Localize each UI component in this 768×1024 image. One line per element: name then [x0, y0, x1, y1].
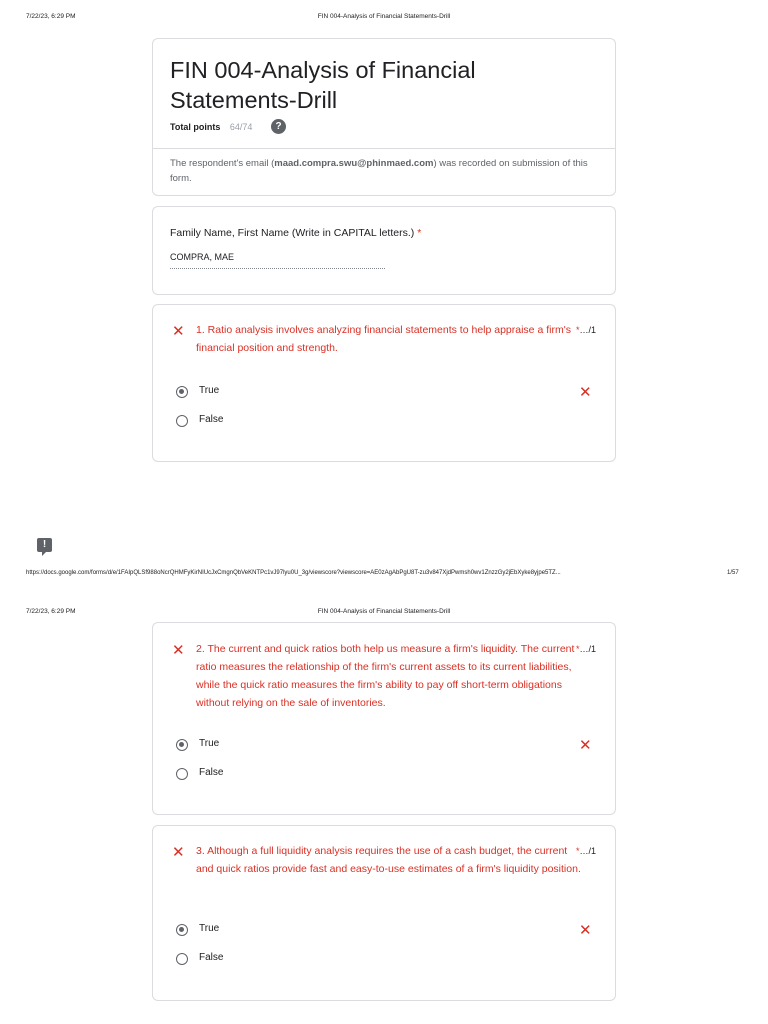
question-points-3: *…/1: [576, 846, 597, 856]
question-text-1: 1. Ratio analysis involves analyzing financial statements to help appraise a firm's financial position and strength.: [196, 324, 571, 354]
radio-false-3[interactable]: [176, 953, 188, 965]
radio-true-3[interactable]: [176, 924, 188, 936]
print-doc-title: FIN 004-Analysis of Financial Statements-Drill: [317, 13, 451, 20]
print-header: [0, 608, 768, 620]
incorrect-icon: ✕: [172, 844, 185, 861]
question-card-2: [152, 622, 616, 815]
report-feedback-icon[interactable]: !: [37, 538, 52, 552]
radio-true-2[interactable]: [176, 739, 188, 751]
option-false-3[interactable]: False: [199, 952, 224, 963]
name-question-card: [152, 206, 616, 295]
incorrect-answer-icon: ✕: [579, 922, 592, 939]
help-icon[interactable]: ?: [271, 119, 286, 134]
required-mark: *: [417, 227, 422, 239]
divider: [153, 148, 615, 149]
incorrect-icon: ✕: [172, 323, 185, 340]
question-text-2: 2. The current and quick ratios both help us measure a firm's liquidity. The current ratio measures the relationship of the firm's current assets to its current liabilities, while the quick ratio measures the firm's ability to pay off short-term obligations without relying on the sale of inventories.: [196, 643, 575, 709]
incorrect-icon: ✕: [172, 642, 185, 659]
question-card-3: [152, 825, 616, 1001]
incorrect-answer-icon: ✕: [579, 737, 592, 754]
total-points-label: Total points: [170, 122, 221, 132]
page-number: 1/57: [727, 570, 739, 576]
print-header: [0, 13, 768, 25]
radio-false-1[interactable]: [176, 415, 188, 427]
question-card-1: [152, 304, 616, 462]
print-doc-title: FIN 004-Analysis of Financial Statements-Drill: [317, 608, 451, 615]
question-text-3: 3. Although a full liquidity analysis requires the use of a cash budget, the current and quick ratios provide fast and easy-to-use estimates of a firm's liquidity position.: [196, 845, 581, 875]
print-url: https://docs.google.com/forms/d/e/1FAIpQLSf988oNcrQHMFyKirNIUcJxCmgnQbVeKNTPc1vJ97lyu0U_3g/viewscore?viewscore=AE0zAgAbPgU8T-zu3v847XjdPwmsh0wv1ZnzzGy2jEbXyke8yjpe5TZ...: [26, 570, 561, 576]
option-true-2[interactable]: True: [199, 738, 220, 749]
name-answer: COMPRA, MAE: [170, 252, 235, 262]
total-points: [170, 122, 252, 132]
option-false-2[interactable]: False: [199, 767, 224, 778]
total-points-value: 64/74: [229, 122, 253, 132]
name-question-label: Family Name, First Name (Write in CAPITAL letters.) *: [170, 227, 422, 239]
radio-true-1[interactable]: [176, 386, 188, 398]
print-date: 7/22/23, 6:29 PM: [26, 13, 76, 20]
email-note: The respondent's email (maad.compra.swu@phinmaed.com) was recorded on submission of this form.: [170, 158, 588, 184]
answer-underline: [170, 268, 385, 269]
form-title: FIN 004-Analysis of Financial Statements-Drill: [170, 57, 476, 113]
print-date: 7/22/23, 6:29 PM: [26, 608, 76, 615]
question-points-1: *…/1: [576, 325, 597, 335]
option-true-1[interactable]: True: [199, 385, 220, 396]
option-true-3[interactable]: True: [199, 923, 220, 934]
incorrect-answer-icon: ✕: [579, 384, 592, 401]
option-false-1[interactable]: False: [199, 414, 224, 425]
question-points-2: *…/1: [576, 644, 597, 654]
form-header-card: [152, 38, 616, 196]
radio-false-2[interactable]: [176, 768, 188, 780]
respondent-email: maad.compra.swu@phinmaed.com: [274, 158, 434, 169]
